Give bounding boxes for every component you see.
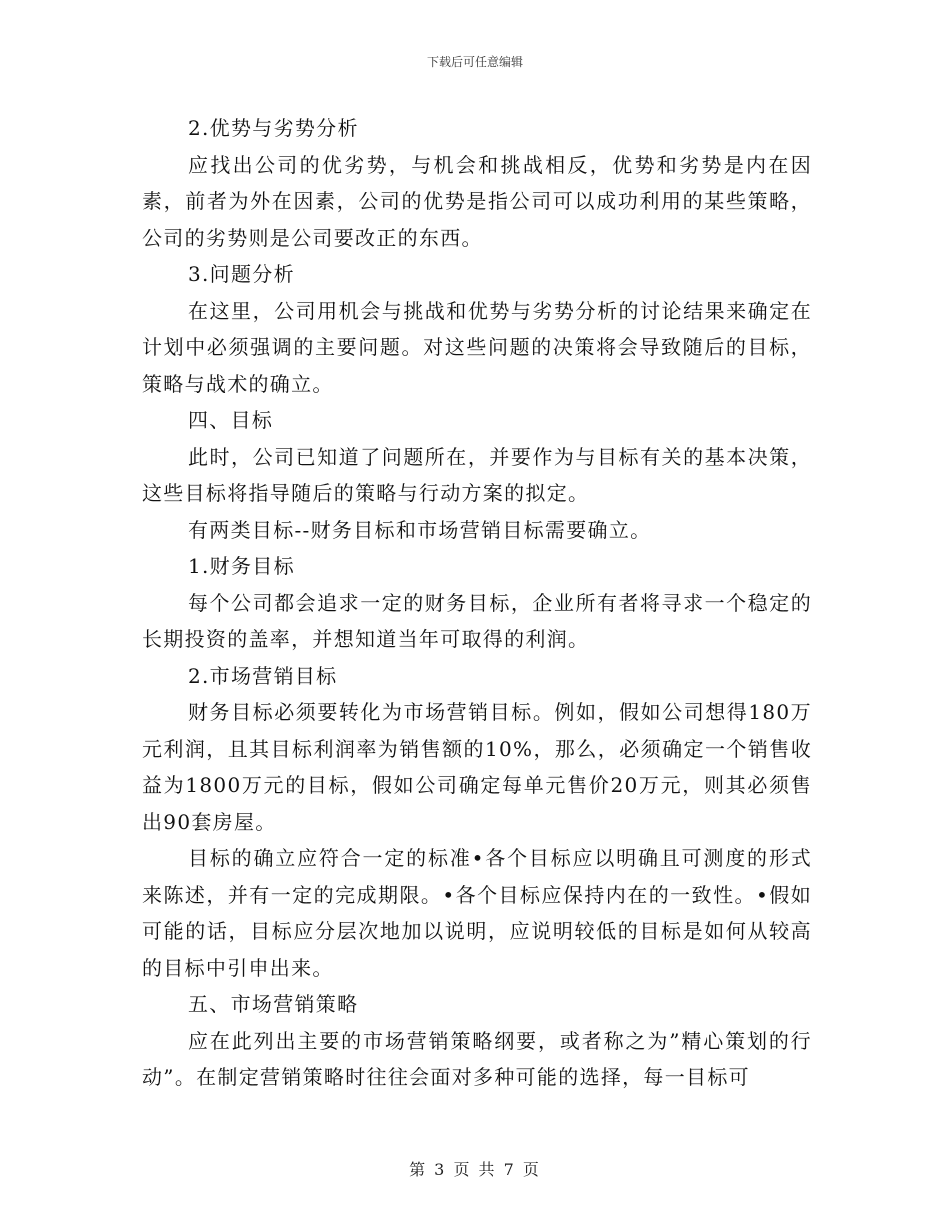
paragraph: 应在此列出主要的市场营销策略纲要，或者称之为”精心策划的行动”。在制定营销策略时往往会面对多种可能的选择，每一目标可 bbox=[142, 1028, 812, 1089]
paragraph: 每个公司都会追求一定的财务目标，企业所有者将寻求一个稳定的长期投资的盖率，并想知道当年可取得的利润。 bbox=[142, 590, 812, 651]
paragraph: 在这里，公司用机会与挑战和优势与劣势分析的讨论结果来确定在计划中必须强调的主要问题。对这些问题的决策将会导致随后的目标，策略与战术的确立。 bbox=[142, 298, 812, 396]
section-heading: 2.市场营销目标 bbox=[188, 663, 338, 688]
section-heading: 2.优势与劣势分析 bbox=[188, 116, 359, 140]
document-body bbox=[142, 110, 812, 1096]
paragraph: 应找出公司的优劣势，与机会和挑战相反，优势和劣势是内在因素，前者为外在因素，公司的优势是指公司可以成功利用的某些策略，公司的劣势则是公司要改正的东西。 bbox=[142, 152, 812, 250]
page-number-footer: 第 3 页 共 7 页 bbox=[409, 1160, 541, 1179]
paragraph: 此时，公司已知道了问题所在，并要作为与目标有关的基本决策，这些目标将指导随后的策略与行动方案的拟定。 bbox=[142, 444, 812, 505]
paragraph: 目标的确立应符合一定的标准•各个目标应以明确且可测度的形式来陈述，并有一定的完成期限。•各个目标应保持内在的一致性。•假如可能的话，目标应分层次地加以说明，应说明较低的目标是如何从较高的目标中引申出来。 bbox=[142, 846, 812, 980]
page-header: 下载后可任意编辑 bbox=[426, 55, 523, 69]
section-heading: 3.问题分析 bbox=[188, 262, 295, 286]
section-heading: 1.财务目标 bbox=[188, 554, 295, 578]
section-heading: 五、市场营销策略 bbox=[188, 992, 359, 1016]
section-heading: 四、目标 bbox=[188, 408, 274, 432]
paragraph: 有两类目标--财务目标和市场营销目标需要确立。 bbox=[188, 517, 652, 542]
paragraph: 财务目标必须要转化为市场营销目标。例如，假如公司想得180万元利润，且其目标利润率为销售额的10%，那么，必须确定一个销售收益为1800万元的目标，假如公司确定每单元售价20万元，则其必须售出90套房屋。 bbox=[142, 700, 812, 834]
